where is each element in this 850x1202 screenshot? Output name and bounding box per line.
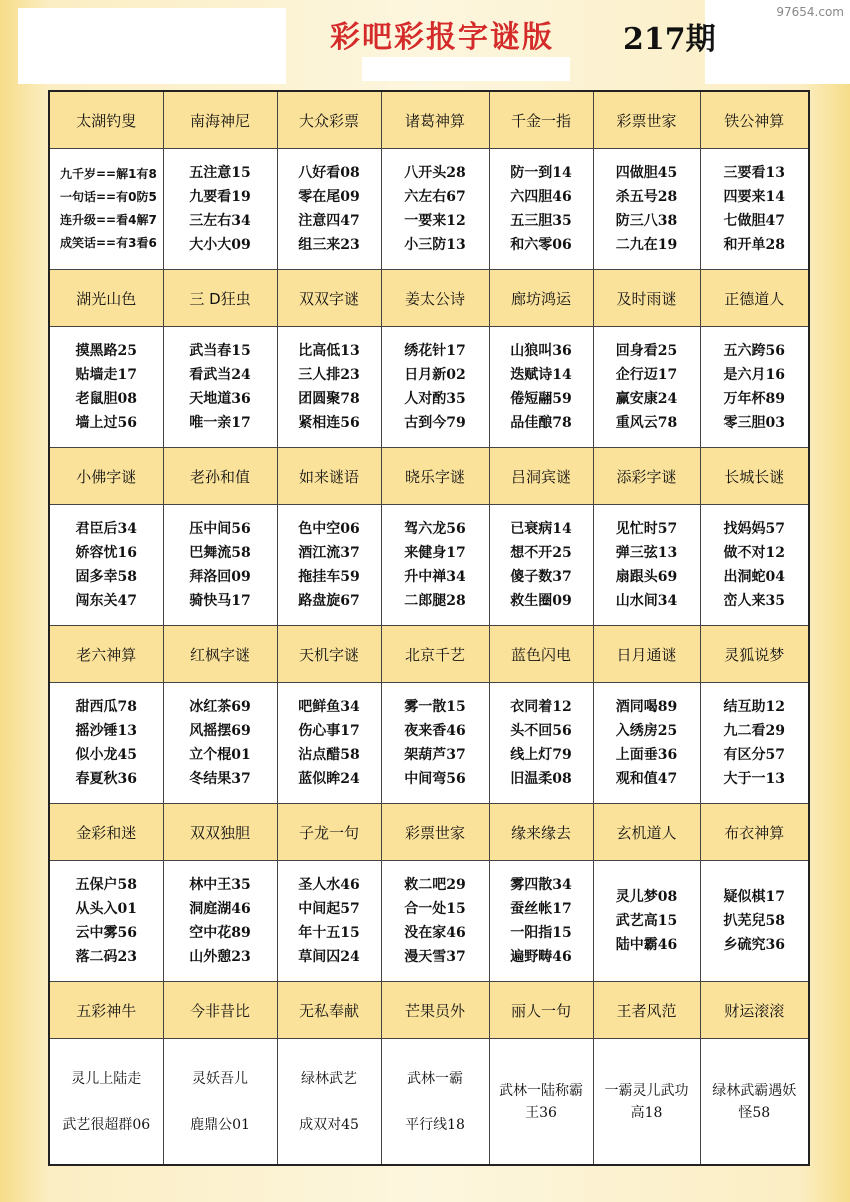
riddle-line: 傻子数37 xyxy=(510,569,572,585)
riddle-line: 万年杯89 xyxy=(723,391,785,407)
riddle-line: 零在尾09 xyxy=(298,189,360,205)
riddle-line: 摸黑路25 xyxy=(75,343,137,359)
riddle-line: 一要来12 xyxy=(404,213,466,229)
header-row xyxy=(49,804,809,861)
riddle-cell xyxy=(700,149,809,270)
riddle-line: 一霸灵儿武功高18 xyxy=(604,1082,689,1121)
riddle-line: 五保户58 xyxy=(75,877,137,893)
column-author-name: 今非昔比 xyxy=(163,982,277,1039)
riddle-line: 四做胆45 xyxy=(615,165,678,181)
riddle-cell xyxy=(163,149,277,270)
riddle-line: 蓝似眸24 xyxy=(298,771,360,787)
riddle-line: 武艺高15 xyxy=(615,913,678,929)
column-author-name: 添彩字谜 xyxy=(593,448,700,505)
riddle-line: 拜洛回09 xyxy=(189,569,251,585)
riddle-line: 大小大09 xyxy=(189,237,251,253)
riddle-line: 观和值47 xyxy=(615,771,678,787)
column-author-name: 太湖钓叟 xyxy=(49,91,163,149)
column-author-name: 北京千艺 xyxy=(381,626,489,683)
riddle-line: 峦人来35 xyxy=(723,593,785,609)
riddle-line: 紧相连56 xyxy=(298,415,360,431)
riddle-cell xyxy=(593,505,700,626)
riddle-cell xyxy=(277,1039,381,1166)
riddle-line: 线上灯79 xyxy=(510,747,572,763)
column-author-name: 南海神尼 xyxy=(163,91,277,149)
riddle-cell xyxy=(49,683,163,804)
riddle-cell xyxy=(381,861,489,982)
riddle-line: 冰红茶69 xyxy=(189,699,251,715)
column-author-name: 王者风范 xyxy=(593,982,700,1039)
riddle-line: 天地道36 xyxy=(189,391,251,407)
header-row xyxy=(49,91,809,149)
riddle-line: 旧温柔08 xyxy=(510,771,572,787)
riddle-line: 春夏秋36 xyxy=(75,771,137,787)
riddle-line: 墙上过56 xyxy=(75,415,137,431)
riddle-line: 空中花89 xyxy=(189,925,251,941)
riddle-line: 没在家46 xyxy=(404,925,466,941)
column-author-name: 千金一指 xyxy=(489,91,593,149)
column-author-name: 五彩神牛 xyxy=(49,982,163,1039)
riddle-line: 上面垂36 xyxy=(615,747,678,763)
riddle-line: 三人排23 xyxy=(298,367,360,383)
riddle-line: 成双对45 xyxy=(299,1116,359,1133)
riddle-line: 赢安康24 xyxy=(615,391,678,407)
riddle-line: 人对酌35 xyxy=(404,391,466,407)
riddle-line: 伤心事17 xyxy=(298,723,360,739)
riddle-line: 疑似棋17 xyxy=(723,889,785,905)
riddle-line: 闯东关47 xyxy=(75,593,137,609)
column-author-name: 老六神算 xyxy=(49,626,163,683)
column-author-name: 红枫字谜 xyxy=(163,626,277,683)
blank-white-block xyxy=(18,8,286,84)
riddle-line: 风摇摆69 xyxy=(189,723,251,739)
column-author-name: 廊坊鸿运 xyxy=(489,270,593,327)
riddle-line: 固多幸58 xyxy=(75,569,137,585)
riddle-line: 拖挂车59 xyxy=(298,569,360,585)
riddle-line: 山水间34 xyxy=(615,593,678,609)
header-row xyxy=(49,626,809,683)
riddle-line: 骑快马17 xyxy=(189,593,251,609)
riddle-line: 九要看19 xyxy=(189,189,251,205)
riddle-cell xyxy=(593,683,700,804)
riddle-cell xyxy=(700,1039,809,1166)
riddle-cell xyxy=(381,327,489,448)
riddle-line: 三要看13 xyxy=(723,165,785,181)
riddle-cell xyxy=(700,505,809,626)
riddle-cell xyxy=(49,327,163,448)
riddle-cell xyxy=(277,327,381,448)
riddle-line: 乡硫究36 xyxy=(723,937,785,953)
riddle-line: 找妈妈57 xyxy=(723,521,785,537)
column-author-name: 灵狐说梦 xyxy=(700,626,809,683)
column-author-name: 丽人一句 xyxy=(489,982,593,1039)
riddle-line: 沾点醋58 xyxy=(298,747,360,763)
riddle-line: 酒江流37 xyxy=(298,545,360,561)
riddle-line: 遍野畴46 xyxy=(510,949,572,965)
riddle-line: 连升级==看4解7 xyxy=(60,213,157,227)
riddle-row xyxy=(49,1039,809,1166)
riddle-line: 老鼠胆08 xyxy=(75,391,137,407)
riddle-cell xyxy=(489,505,593,626)
column-author-name: 及时雨谜 xyxy=(593,270,700,327)
riddle-cell xyxy=(381,1039,489,1166)
riddle-line: 杀五号28 xyxy=(615,189,678,205)
riddle-row xyxy=(49,505,809,626)
riddle-line: 绣花针17 xyxy=(404,343,466,359)
riddle-line: 扒芜兒58 xyxy=(723,913,785,929)
riddle-line: 蚕丝帐17 xyxy=(510,901,572,917)
riddle-line: 漫天雪37 xyxy=(404,949,466,965)
riddle-line: 似小龙45 xyxy=(75,747,137,763)
riddle-cell xyxy=(163,1039,277,1166)
riddle-cell xyxy=(277,861,381,982)
riddle-cell xyxy=(381,149,489,270)
riddle-line: 山狼叫36 xyxy=(510,343,572,359)
riddle-line: 来健身17 xyxy=(404,545,466,561)
riddle-line: 武当春15 xyxy=(189,343,251,359)
riddle-line: 酒同喝89 xyxy=(615,699,678,715)
riddle-line: 年十五15 xyxy=(298,925,360,941)
riddle-line: 八好看08 xyxy=(298,165,360,181)
riddle-line: 武林一霸 xyxy=(407,1070,463,1087)
riddle-row xyxy=(49,861,809,982)
riddle-row xyxy=(49,327,809,448)
riddle-line: 倦短翮59 xyxy=(510,391,572,407)
riddle-line: 结互助12 xyxy=(723,699,785,715)
riddle-line: 陆中霸46 xyxy=(615,937,678,953)
riddle-line: 重风云78 xyxy=(615,415,678,431)
riddle-line: 三左右34 xyxy=(189,213,251,229)
riddle-line: 冬结果37 xyxy=(189,771,251,787)
riddle-line: 灵妖吾儿 xyxy=(192,1070,248,1087)
column-author-name: 大众彩票 xyxy=(277,91,381,149)
column-author-name: 铁公神算 xyxy=(700,91,809,149)
riddle-cell xyxy=(700,683,809,804)
riddle-line: 雾四散34 xyxy=(510,877,572,893)
column-author-name: 老孙和值 xyxy=(163,448,277,505)
riddle-cell xyxy=(381,683,489,804)
riddle-line: 二九在19 xyxy=(615,237,678,253)
blank-white-block xyxy=(362,57,570,81)
riddle-line: 雾一散15 xyxy=(404,699,466,715)
riddle-line: 平行线18 xyxy=(405,1116,465,1133)
riddle-line: 五三胆35 xyxy=(510,213,572,229)
riddle-line: 六左右67 xyxy=(404,189,466,205)
column-author-name: 正德道人 xyxy=(700,270,809,327)
site-watermark: 97654.com xyxy=(776,5,844,19)
riddle-cell xyxy=(593,861,700,982)
riddle-line: 落二码23 xyxy=(75,949,137,965)
column-author-name: 天机字谜 xyxy=(277,626,381,683)
riddle-line: 巴舞流58 xyxy=(189,545,251,561)
column-author-name: 布衣神算 xyxy=(700,804,809,861)
riddle-line: 中间弯56 xyxy=(404,771,466,787)
riddle-line: 大于一13 xyxy=(723,771,785,787)
riddle-line: 注意四47 xyxy=(298,213,360,229)
riddle-line: 日月新02 xyxy=(404,367,466,383)
column-author-name: 湖光山色 xyxy=(49,270,163,327)
riddle-line: 草间囚24 xyxy=(298,949,360,965)
riddle-line: 出洞蛇04 xyxy=(723,569,785,585)
riddle-line: 林中王35 xyxy=(189,877,251,893)
riddle-line: 夜来香46 xyxy=(404,723,466,739)
riddle-cell xyxy=(163,683,277,804)
riddle-cell xyxy=(49,505,163,626)
riddle-line: 甜西瓜78 xyxy=(75,699,137,715)
riddle-line: 做不对12 xyxy=(723,545,785,561)
riddle-line: 绿林武霸遇妖怪58 xyxy=(712,1082,797,1121)
column-author-name: 子龙一句 xyxy=(277,804,381,861)
riddle-cell xyxy=(489,861,593,982)
riddle-line: 娇容忧16 xyxy=(75,545,137,561)
riddle-line: 是六月16 xyxy=(723,367,785,383)
riddle-line: 小三防13 xyxy=(404,237,466,253)
riddle-line: 扇跟头69 xyxy=(615,569,678,585)
riddle-cell xyxy=(277,505,381,626)
riddle-line: 吧鲜鱼34 xyxy=(298,699,360,715)
riddle-line: 救生圈09 xyxy=(510,593,572,609)
riddle-cell xyxy=(489,149,593,270)
riddle-line: 七做胆47 xyxy=(723,213,785,229)
riddle-line: 压中间56 xyxy=(189,521,251,537)
column-author-name: 小佛字谜 xyxy=(49,448,163,505)
column-author-name: 玄机道人 xyxy=(593,804,700,861)
column-author-name: 姜太公诗 xyxy=(381,270,489,327)
riddle-row xyxy=(49,683,809,804)
riddle-cell xyxy=(489,327,593,448)
column-author-name: 蓝色闪电 xyxy=(489,626,593,683)
riddle-line: 入绣房25 xyxy=(615,723,678,739)
riddle-line: 和六零06 xyxy=(510,237,572,253)
riddle-line: 架葫芦37 xyxy=(404,747,466,763)
riddle-line: 九二看29 xyxy=(723,723,785,739)
riddle-line: 防三八38 xyxy=(615,213,678,229)
riddle-cell xyxy=(277,149,381,270)
riddle-line: 路盘旋67 xyxy=(298,593,360,609)
riddle-cell xyxy=(700,327,809,448)
column-author-name: 缘来缘去 xyxy=(489,804,593,861)
riddle-cell xyxy=(49,861,163,982)
riddle-line: 武林一陆称霸王36 xyxy=(499,1082,583,1121)
riddle-line: 绿林武艺 xyxy=(301,1070,357,1087)
riddle-line: 衣同着12 xyxy=(510,699,572,715)
riddle-cell xyxy=(593,1039,700,1166)
riddle-line: 贴墙走17 xyxy=(75,367,137,383)
riddle-line: 一阳指15 xyxy=(510,925,572,941)
riddle-cell xyxy=(489,683,593,804)
riddle-line: 比高低13 xyxy=(298,343,360,359)
riddle-line: 摇沙锤13 xyxy=(75,723,137,739)
riddle-line: 鹿鼎公01 xyxy=(190,1116,250,1133)
riddle-line: 救二吧29 xyxy=(404,877,466,893)
riddle-line: 企行迈17 xyxy=(615,367,678,383)
riddle-line: 君臣后34 xyxy=(75,521,137,537)
column-author-name: 晓乐字谜 xyxy=(381,448,489,505)
riddle-cell xyxy=(163,861,277,982)
column-author-name: 财运滚滚 xyxy=(700,982,809,1039)
riddle-line: 色中空06 xyxy=(298,521,360,537)
riddle-line: 六四胆46 xyxy=(510,189,572,205)
riddle-cell xyxy=(163,327,277,448)
header-row xyxy=(49,270,809,327)
riddle-line: 头不回56 xyxy=(510,723,572,739)
riddle-line: 一句话==有0防5 xyxy=(60,190,157,204)
header-row xyxy=(49,448,809,505)
riddle-line: 四要来14 xyxy=(723,189,785,205)
riddle-line: 想不开25 xyxy=(510,545,572,561)
riddle-line: 灵儿梦08 xyxy=(615,889,678,905)
riddle-line: 品佳酿78 xyxy=(510,415,572,431)
column-author-name: 金彩和迷 xyxy=(49,804,163,861)
column-author-name: 长城长谜 xyxy=(700,448,809,505)
riddle-table xyxy=(48,90,810,1166)
riddle-row xyxy=(49,149,809,270)
column-author-name: 彩票世家 xyxy=(381,804,489,861)
riddle-cell xyxy=(593,149,700,270)
riddle-cell xyxy=(163,505,277,626)
riddle-line: 看武当24 xyxy=(189,367,251,383)
riddle-line: 防一到14 xyxy=(510,165,572,181)
page-title: 彩吧彩报字谜版 xyxy=(330,20,554,55)
riddle-line: 迭赋诗14 xyxy=(510,367,572,383)
riddle-cell xyxy=(49,149,163,270)
riddle-line: 组三来23 xyxy=(298,237,360,253)
riddle-line: 灵儿上陆走 xyxy=(71,1070,142,1087)
riddle-cell xyxy=(277,683,381,804)
riddle-line: 九千岁==解1有8 xyxy=(60,167,157,181)
riddle-line: 团圆聚78 xyxy=(298,391,360,407)
column-author-name: 诸葛神算 xyxy=(381,91,489,149)
column-author-name: 双双独胆 xyxy=(163,804,277,861)
riddle-line: 有区分57 xyxy=(723,747,785,763)
riddle-line: 成笑话==有3看6 xyxy=(60,236,157,250)
riddle-line: 云中雾56 xyxy=(75,925,137,941)
riddle-line: 八开头28 xyxy=(404,165,466,181)
column-author-name: 双双字谜 xyxy=(277,270,381,327)
riddle-line: 五注意15 xyxy=(189,165,251,181)
riddle-line: 驾六龙56 xyxy=(404,521,466,537)
riddle-line: 古到今79 xyxy=(404,415,466,431)
riddle-line: 弹三弦13 xyxy=(615,545,678,561)
column-author-name: 三 D狂虫 xyxy=(163,270,277,327)
header-row xyxy=(49,982,809,1039)
riddle-line: 武艺很超群06 xyxy=(62,1116,151,1133)
riddle-line: 升中禅34 xyxy=(404,569,466,585)
column-author-name: 如来谜语 xyxy=(277,448,381,505)
riddle-cell xyxy=(489,1039,593,1166)
riddle-line: 立个棍01 xyxy=(189,747,251,763)
riddle-line: 合一处15 xyxy=(404,901,466,917)
riddle-cell xyxy=(700,861,809,982)
riddle-line: 山外憩23 xyxy=(189,949,251,965)
riddle-line: 和开单28 xyxy=(723,237,785,253)
riddle-cell xyxy=(49,1039,163,1166)
riddle-line: 见忙时57 xyxy=(615,521,678,537)
riddle-line: 唯一亲17 xyxy=(189,415,251,431)
riddle-cell xyxy=(593,327,700,448)
riddle-line: 二郎腿28 xyxy=(404,593,466,609)
column-author-name: 日月通谜 xyxy=(593,626,700,683)
column-author-name: 无私奉献 xyxy=(277,982,381,1039)
riddle-line: 洞庭湖46 xyxy=(189,901,251,917)
column-author-name: 彩票世家 xyxy=(593,91,700,149)
riddle-cell xyxy=(381,505,489,626)
riddle-line: 零三胆03 xyxy=(723,415,785,431)
riddle-line: 圣人水46 xyxy=(298,877,360,893)
riddle-line: 已衰病14 xyxy=(510,521,572,537)
column-author-name: 芒果员外 xyxy=(381,982,489,1039)
issue-number: 217期 xyxy=(623,22,716,57)
riddle-line: 五六跨56 xyxy=(723,343,785,359)
column-author-name: 吕洞宾谜 xyxy=(489,448,593,505)
riddle-line: 中间起57 xyxy=(298,901,360,917)
riddle-line: 回身看25 xyxy=(615,343,678,359)
riddle-line: 从头入01 xyxy=(75,901,137,917)
